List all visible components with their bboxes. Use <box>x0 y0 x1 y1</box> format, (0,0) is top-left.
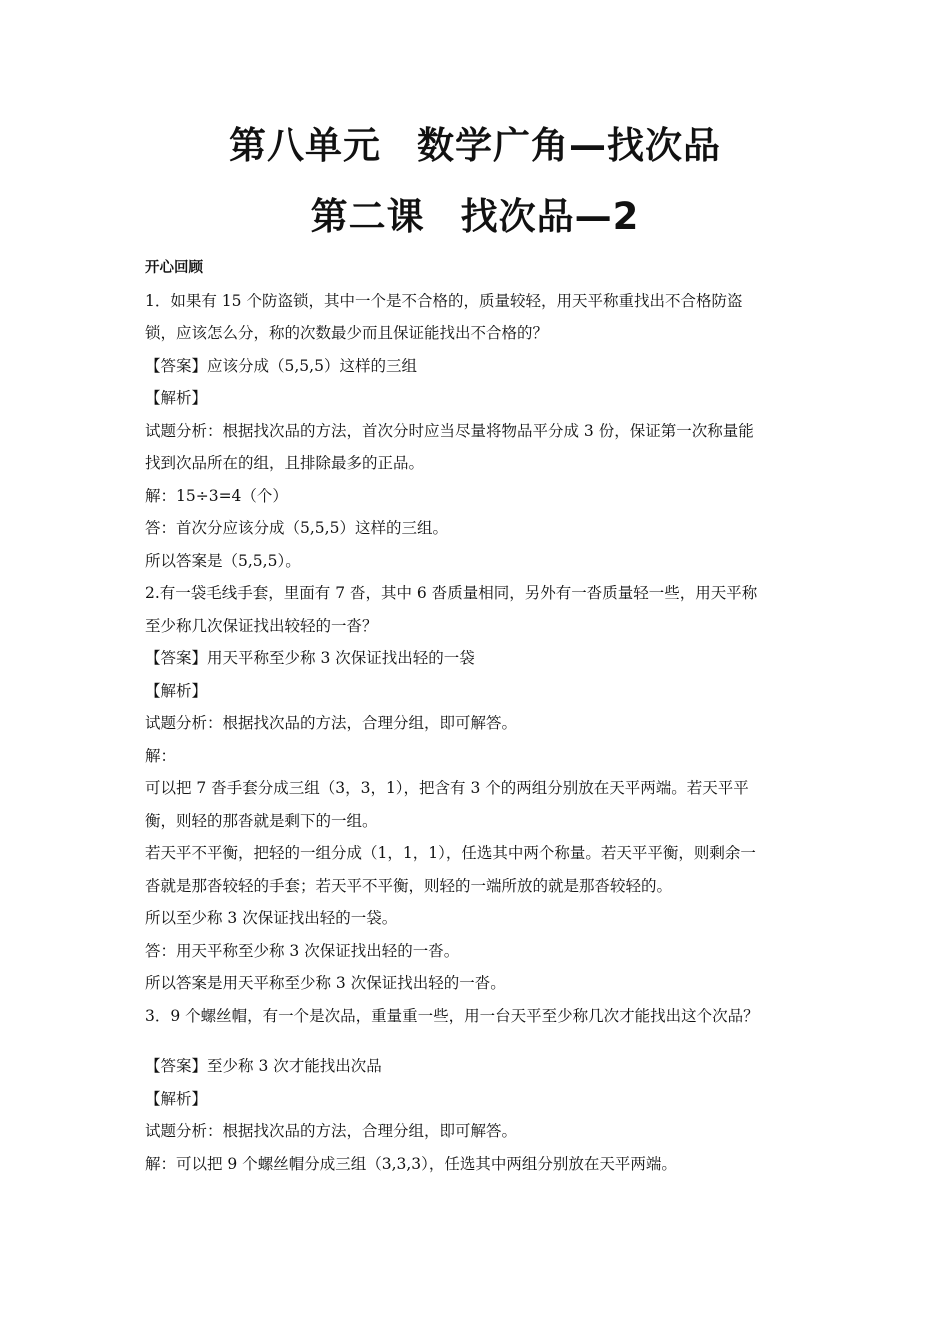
q1-analysis-line2: 找到次品所在的组，且排除最多的正品。 <box>145 454 425 472</box>
unit-topic: 数学广角—找次品 <box>417 124 721 167</box>
q2-question-line1: 2.有一袋毛线手套，里面有 7 沓，其中 6 沓质量相同，另外有一沓质量轻一些，用天平称 <box>145 584 758 602</box>
q2-solution-label: 解： <box>145 746 177 765</box>
q2-analysis: 试题分析：根据找次品的方法，合理分组，即可解答。 <box>145 714 518 732</box>
q2-step2-line1: 若天平不平衡，把轻的一组分成（1，1，1），任选其中两个称量。若天平平衡，则剩余一 <box>145 844 756 862</box>
q1-analysis-label: 【解析】 <box>145 389 208 407</box>
document-body <box>145 252 815 1180</box>
q1-solution: 解：15÷3=4（个） <box>145 486 288 505</box>
q2-analysis-label: 【解析】 <box>145 681 208 700</box>
q3-analysis-label: 【解析】 <box>145 1089 208 1108</box>
lesson-number: 第二课 <box>310 195 425 238</box>
q1-reply: 答：首次分应该分成（5,5,5）这样的三组。 <box>145 519 448 537</box>
section-heading: 开心回顾 <box>145 260 203 276</box>
q2-conclusion: 所以答案是用天平称至少称 3 次保证找出轻的一沓。 <box>145 974 506 992</box>
q3-answer <box>145 1050 815 1083</box>
q1-analysis-line1: 试题分析：根据找次品的方法，首次分时应当尽量将物品平分成 3 份，保证第一次称量能 <box>145 421 754 440</box>
answer-label: 【答案】 <box>145 1057 208 1075</box>
q2-answer-text: 用天平称至少称 3 次保证找出轻的一袋 <box>207 649 475 667</box>
q2-step2-line2: 沓就是那沓较轻的手套；若天平不平衡，则轻的一端所放的就是那沓较轻的。 <box>145 876 673 895</box>
q1-question-line2: 锁，应该怎么分，称的次数最少而且保证能找出不合格的？ <box>145 324 549 342</box>
unit-number: 第八单元 <box>229 124 381 167</box>
q3-solution: 解：可以把 9 个螺丝帽分成三组（3,3,3），任选其中两组分别放在天平两端。 <box>145 1154 677 1173</box>
answer-label: 【答案】 <box>145 356 208 375</box>
q3-answer-text: 至少称 3 次才能找出次品 <box>207 1057 382 1075</box>
q3-analysis: 试题分析：根据找次品的方法，合理分组，即可解答。 <box>145 1122 518 1140</box>
lesson-topic: 找次品—2 <box>460 195 640 238</box>
q2-question-line2: 至少称几次保证找出较轻的一沓？ <box>145 616 378 635</box>
q3-question: 3．9 个螺丝帽，有一个是次品，重量重一些，用一台天平至少称几次才能找出这个次品？ <box>145 1006 759 1025</box>
q1-conclusion: 所以答案是（5,5,5）。 <box>145 551 301 570</box>
q1-question-line1: 1．如果有 15 个防盗锁，其中一个是不合格的，质量较轻，用天平称重找出不合格防盗 <box>145 291 743 310</box>
q2-step3: 所以至少称 3 次保证找出轻的一袋。 <box>145 909 398 927</box>
q2-reply: 答：用天平称至少称 3 次保证找出轻的一沓。 <box>145 941 460 960</box>
q2-step1-line1: 可以把 7 沓手套分成三组（3，3，1），把含有 3 个的两组分别放在天平两端。若天平平 <box>145 779 749 797</box>
q1-answer <box>145 350 815 383</box>
q2-step1-line2: 衡，则轻的那沓就是剩下的一组。 <box>145 811 378 830</box>
q1-answer-text: 应该分成（5,5,5）这样的三组 <box>207 356 417 375</box>
answer-label: 【答案】 <box>145 649 208 667</box>
q2-answer <box>145 642 815 675</box>
unit-title <box>0 115 950 169</box>
lesson-title <box>0 186 950 240</box>
